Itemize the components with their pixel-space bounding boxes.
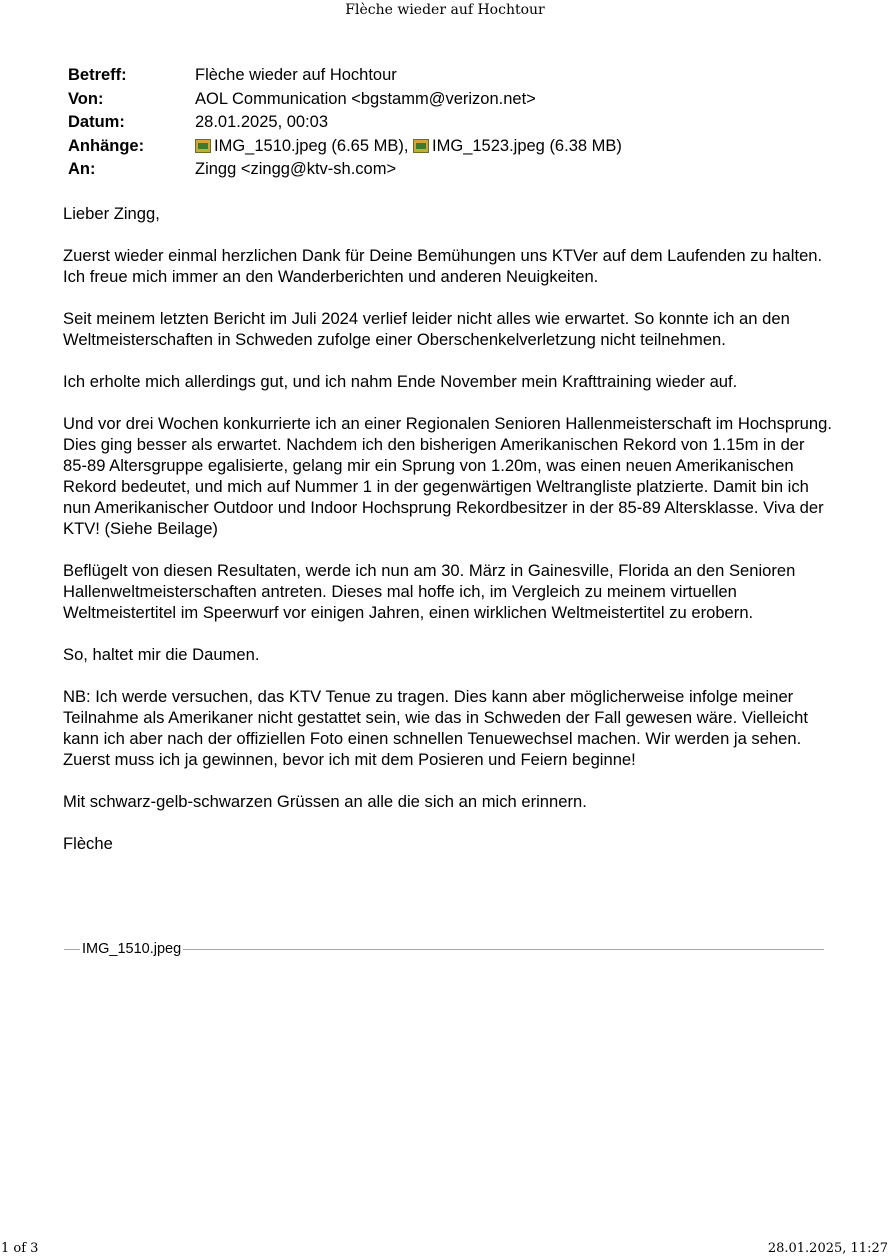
paragraph-2: Seit meinem letzten Bericht im Juli 2024 verlief leider nicht alles wie erwartet. So konnte ich an den Weltmeisterschaften in Schweden zufolge einer Oberschenkelverletzung nicht teilnehmen. [63, 309, 790, 349]
header-label-attachments: Anhänge: [68, 136, 145, 155]
attachment-separator: , [403, 136, 414, 155]
paragraph-6: So, haltet mir die Daumen. [63, 645, 260, 664]
header-row-date [68, 111, 622, 135]
paragraph-1-line-1: Zuerst wieder einmal herzlichen Dank für Deine Bemühungen uns KTVer auf dem Laufenden zu halten. [63, 246, 823, 265]
attachment-name-2: IMG_1523.jpeg (6.38 MB) [432, 136, 622, 155]
divider-line-right [183, 949, 824, 950]
header-label-date: Datum: [68, 113, 125, 131]
paragraph-5: Beflügelt von diesen Resultaten, werde ich nun am 30. März in Gainesville, Florida an den Senioren Hallenweltmeisterschaften antreten. Dieses mal hoffe ich, im Vergleich zu meinem virtuellen Weltmeistertitel im Speerwurf vor einigen Jahren, einen wirklichen Weltmeistertitel zu erobern. [63, 561, 796, 622]
header-value-to[interactable]: Zingg <zingg@ktv-sh.com> [195, 160, 397, 178]
attachment-link-2[interactable] [413, 137, 622, 155]
attachment-name-1: IMG_1510.jpeg (6.65 MB) [214, 136, 404, 155]
image-file-icon [413, 139, 429, 153]
paragraph-3: Ich erholte mich allerdings gut, und ich nahm Ende November mein Krafttraining wieder auf. [63, 372, 738, 391]
image-file-icon [195, 139, 211, 153]
paragraph-8: Mit schwarz-gelb-schwarzen Grüssen an alle die sich an mich erinnern. [63, 792, 587, 811]
inline-attachment-divider [64, 939, 824, 959]
header-row-subject [68, 64, 622, 88]
attachment-link-1[interactable] [195, 137, 404, 155]
header-label-from: Von: [68, 89, 104, 108]
signature: Flèche [63, 834, 113, 853]
inline-attachment-label[interactable]: IMG_1510.jpeg [82, 941, 182, 957]
paragraph-7: NB: Ich werde versuchen, das KTV Tenue zu tragen. Dies kann aber möglicherweise infolge meiner Teilnahme als Amerikaner nicht gestattet sein, wie das in Schweden der Fall gewesen wäre. Vielleicht kann ich aber nach der offiziellen Foto einen schnellen Tenuewechsel machen. Wir werden ja sehen. Zuerst muss ich ja gewinnen, bevor ich mit dem Posieren und Feiern beginne! [63, 687, 808, 769]
print-header-title: Flèche wieder auf Hochtour [345, 2, 545, 18]
header-label-subject: Betreff: [68, 66, 127, 84]
header-row-attachments [68, 135, 622, 159]
header-value-date: 28.01.2025, 00:03 [195, 113, 329, 131]
header-row-from [68, 88, 622, 112]
email-headers [68, 64, 622, 182]
header-label-to: An: [68, 160, 96, 178]
paragraph-4: Und vor drei Wochen konkurrierte ich an einer Regionalen Senioren Hallenmeisterschaft im Hochsprung. Dies ging besser als erwartet. Nachdem ich den bisherigen Amerikanischen Rekord von 1.15m in der 85-89 Altersgruppe egalisierte, gelang mir ein Sprung von 1.20m, was einen neuen Amerikanischen Rekord bedeutet, und mich auf Nummer 1 in der gegenwärtigen Weltrangliste platzierte. Damit bin ich nun Amerikanischer Outdoor und Indoor Hochsprung Rekordbesitzer in der 85-89 Altersklasse. Viva der KTV! (Siehe Beilage) [63, 414, 832, 538]
header-value-from[interactable]: AOL Communication <bgstamm@verizon.net> [195, 89, 536, 108]
print-footer-datetime: 28.01.2025, 11:27 [767, 1241, 888, 1256]
divider-line-left [64, 949, 80, 950]
print-footer-page: 1 of 3 [1, 1241, 39, 1256]
attachment-list [195, 135, 622, 159]
header-row-to [68, 158, 622, 182]
paragraph-1 [63, 245, 833, 287]
email-body [63, 203, 833, 875]
greeting: Lieber Zingg, [63, 204, 160, 223]
paragraph-1-line-2: Ich freue mich immer an den Wanderberichten und anderen Neuigkeiten. [63, 267, 599, 286]
header-value-subject: Flèche wieder auf Hochtour [195, 66, 397, 84]
